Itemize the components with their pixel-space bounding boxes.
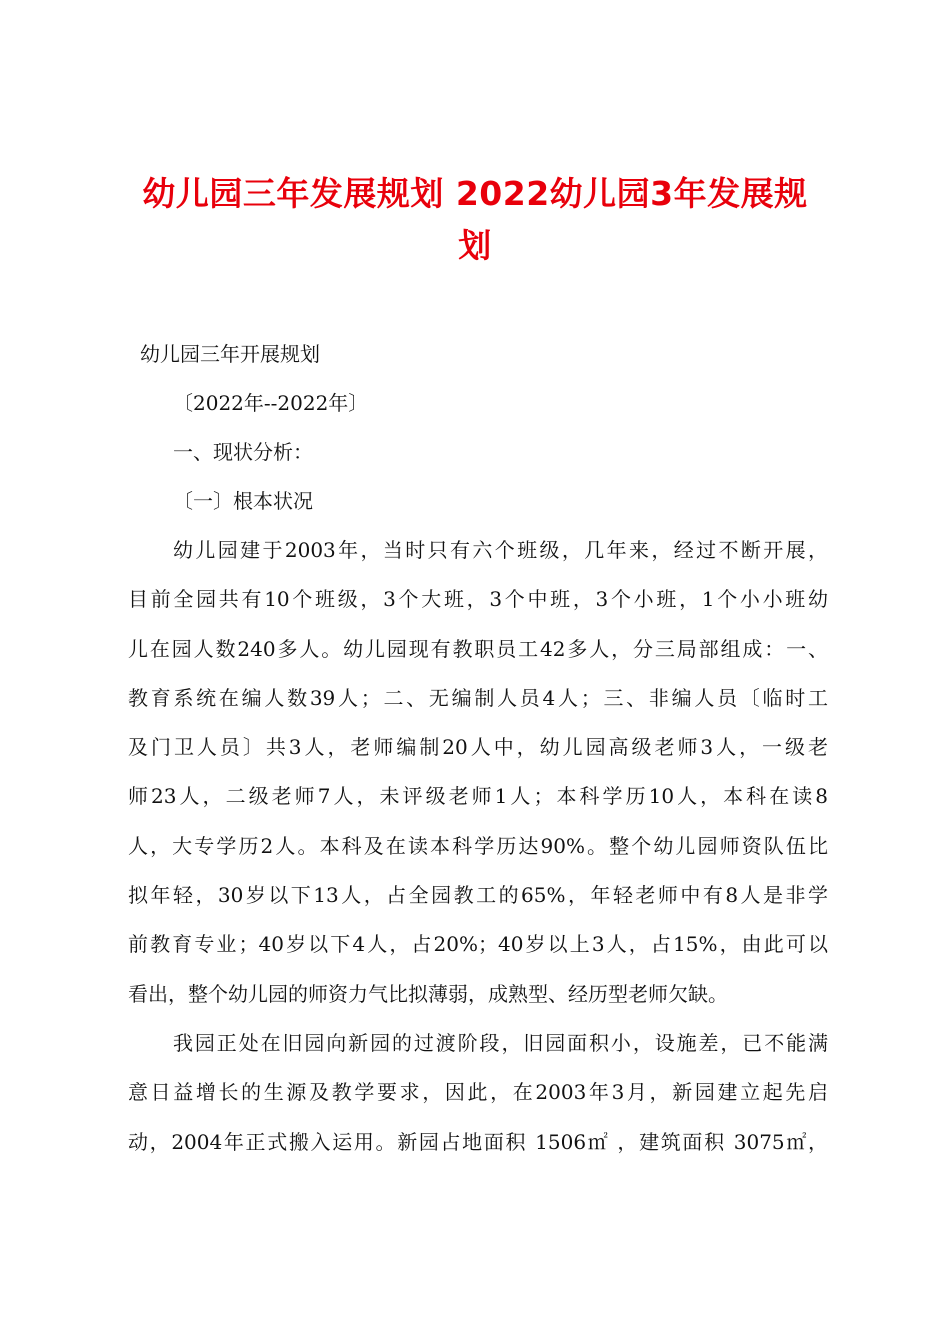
paragraph-line: 师23人，二级老师7人，未评级老师1人；本科学历10人，本科在读8 xyxy=(128,784,828,809)
paragraph-new-campus xyxy=(128,1019,828,1167)
subsection-heading: 〔一〕根本状况 xyxy=(173,489,313,513)
section-heading: 一、现状分析： xyxy=(173,440,313,464)
paragraph-line: 前教育专业；40岁以下4人，占20%；40岁以上3人，占15%，由此可以 xyxy=(128,932,828,957)
paragraph-line: 幼儿园建于2003年，当时只有六个班级，几年来，经过不断开展， xyxy=(173,538,828,562)
document-subtitle: 幼儿园三年开展规划 xyxy=(140,342,320,366)
paragraph-line: 人，大专学历2人。本科及在读本科学历达90%。整个幼儿园师资队伍比 xyxy=(128,833,828,858)
document-title xyxy=(110,168,840,272)
paragraph-line: 及门卫人员〕共3人，老师编制20人中，幼儿园高级老师3人，一级老 xyxy=(128,735,828,760)
plan-period: 〔2022年--2022年〕 xyxy=(173,391,369,415)
paragraph-line: 看出，整个幼儿园的师资力气比拟薄弱，成熟型、经历型老师欠缺。 xyxy=(128,981,728,1006)
paragraph-line: 我园正处在旧园向新园的过渡阶段，旧园面积小，设施差，已不能满 xyxy=(173,1030,828,1055)
document-title-line1: 幼儿园三年发展规划 2022幼儿园3年发展规 xyxy=(142,174,808,213)
paragraph-basic-situation xyxy=(128,526,828,1019)
document-title-line2: 划 xyxy=(458,226,492,265)
paragraph-line: 动，2004年正式搬入运用。新园占地面积 1506㎡ ，建筑面积 3075㎡， xyxy=(128,1129,828,1154)
paragraph-line: 儿在园人数240多人。幼儿园现有教职员工42多人，分三局部组成：一、 xyxy=(128,636,828,661)
paragraph-line: 目前全园共有10个班级，3个大班，3个中班，3个小班，1个小小班幼 xyxy=(128,587,828,612)
paragraph-line: 教育系统在编人数39人；二、无编制人员4人；三、非编人员〔临时工 xyxy=(128,685,828,710)
paragraph-line: 意日益增长的生源及教学要求，因此，在2003年3月，新园建立起先启 xyxy=(128,1080,828,1105)
paragraph-line: 拟年轻，30岁以下13人，占全园教工的65%，年轻老师中有8人是非学 xyxy=(128,883,828,908)
document-body xyxy=(128,330,828,1167)
